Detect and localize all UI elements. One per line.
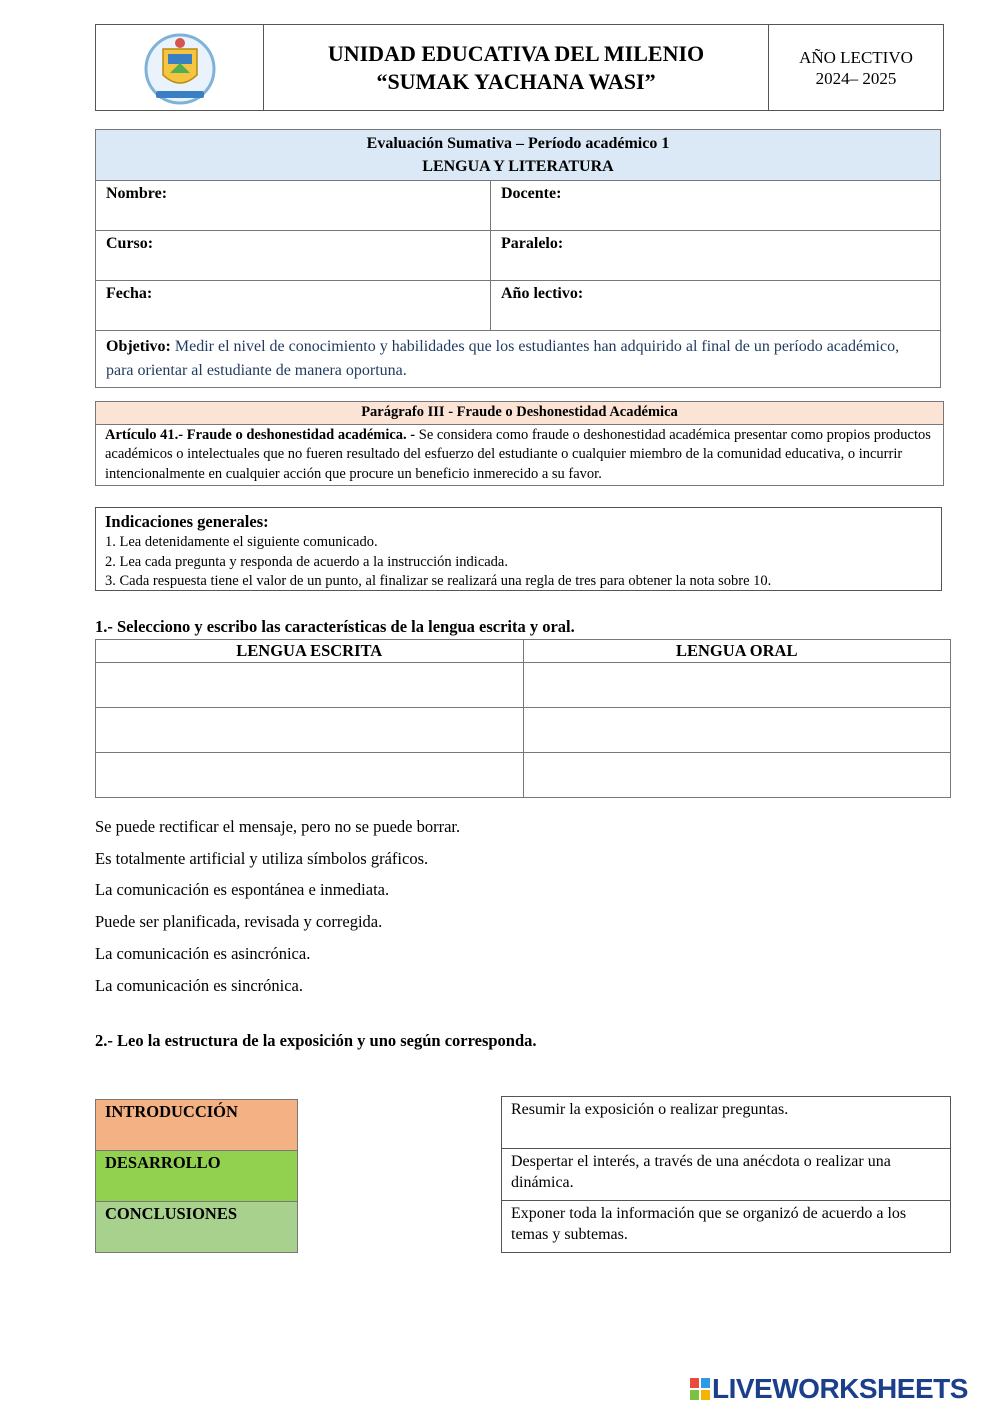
description-item[interactable]: Exponer toda la información que se organizó de acuerdo a los temas y subtemas. [502,1201,951,1253]
description-item[interactable]: Despertar el interés, a través de una anécdota o realizar una dinámica. [502,1149,951,1201]
objetivo-text: Medir el nivel de conocimiento y habilidades que los estudiantes han adquirido al final de un período académico, para orientar al estudiante de manera oportuna. [106,338,900,379]
nombre-field[interactable]: Nombre: [96,181,491,231]
option-item[interactable]: La comunicación es sincrónica. [95,976,303,995]
option-item[interactable]: Puede ser planificada, revisada y corregida. [95,912,383,931]
year-label: AÑO LECTIVO [799,47,913,67]
curso-field[interactable]: Curso: [96,231,491,281]
option-item[interactable]: La comunicación es asincrónica. [95,944,311,963]
option-item[interactable]: La comunicación es espontánea e inmediata. [95,880,390,899]
docente-field[interactable]: Docente: [491,181,941,231]
part-introduccion[interactable]: INTRODUCCIÓN [96,1100,298,1151]
indicacion-item: 3. Cada respuesta tiene el valor de un punto, al finalizar se realizará una regla de tres para obtener la nota sobre 10. [105,573,772,589]
article-text: Se considera como fraude o deshonestidad académica presentar como propios productos académicos o intelectuales que no fueren resultado del esfuerzo del estudiante o cualquier miembro de la comunidad educativa, o incurrir intencionalmente en cualquier acción que procure un beneficio inmerecido a su favor. [105,426,931,482]
fraude-heading: Parágrafo III - Fraude o Deshonestidad Académica [96,402,944,425]
lengua-table [95,639,951,798]
liveworksheets-icon [690,1378,710,1400]
header-table [95,24,944,111]
fecha-field[interactable]: Fecha: [96,281,491,331]
article-label: Artículo 41.- Fraude o deshonestidad académica. - [105,426,416,443]
school-name-line2: “SUMAK YACHANA WASI” [376,68,656,94]
objetivo-label: Objetivo: [106,338,171,355]
evaluation-title [96,130,941,181]
col-lengua-oral: LENGUA ORAL [523,640,951,663]
school-name-cell [264,25,769,111]
logo-cell [96,25,264,111]
estructura-table [95,1099,298,1253]
year-value: 2024– 2025 [815,68,897,88]
indicaciones-heading: Indicaciones generales: [105,512,269,531]
school-name-line1: UNIDAD EDUCATIVA DEL MILENIO [327,40,705,66]
col-lengua-escrita: LENGUA ESCRITA [96,640,524,663]
oral-drop-cell[interactable] [523,753,951,798]
school-year-cell [769,25,944,111]
descripcion-table [501,1096,951,1253]
escrita-drop-cell[interactable] [96,708,524,753]
brand-text: LIVEWORKSHEETS [712,1373,968,1404]
evaluation-table [95,129,941,388]
part-desarrollo[interactable]: DESARROLLO [96,1151,298,1202]
school-crest-logo [130,25,230,105]
objetivo [96,331,941,388]
paralelo-field[interactable]: Paralelo: [491,231,941,281]
part-conclusiones[interactable]: CONCLUSIONES [96,1202,298,1253]
question-2-title: 2.- Leo la estructura de la exposición y uno según corresponda. [95,1031,537,1050]
anio-lectivo-field[interactable]: Año lectivo: [491,281,941,331]
indicacion-item: 1. Lea detenidamente el siguiente comunicado. [105,534,378,550]
fraude-table [95,401,944,486]
evaluation-title-line1: Evaluación Sumativa – Período académico 1 [366,135,670,152]
oral-drop-cell[interactable] [523,708,951,753]
indicacion-item: 2. Lea cada pregunta y responda de acuerdo a la instrucción indicada. [105,553,508,570]
description-item[interactable]: Resumir la exposición o realizar preguntas. [502,1097,951,1149]
option-item[interactable]: Se puede rectificar el mensaje, pero no se puede borrar. [95,817,461,836]
question-1-title: 1.- Selecciono y escribo las características de la lengua escrita y oral. [95,617,575,636]
option-item[interactable]: Es totalmente artificial y utiliza símbolos gráficos. [95,849,429,868]
escrita-drop-cell[interactable] [96,663,524,708]
liveworksheets-logo [690,1373,968,1405]
evaluation-subject: LENGUA Y LITERATURA [422,158,614,175]
fraude-article [96,424,944,486]
escrita-drop-cell[interactable] [96,753,524,798]
indicaciones-box [95,507,942,591]
oral-drop-cell[interactable] [523,663,951,708]
